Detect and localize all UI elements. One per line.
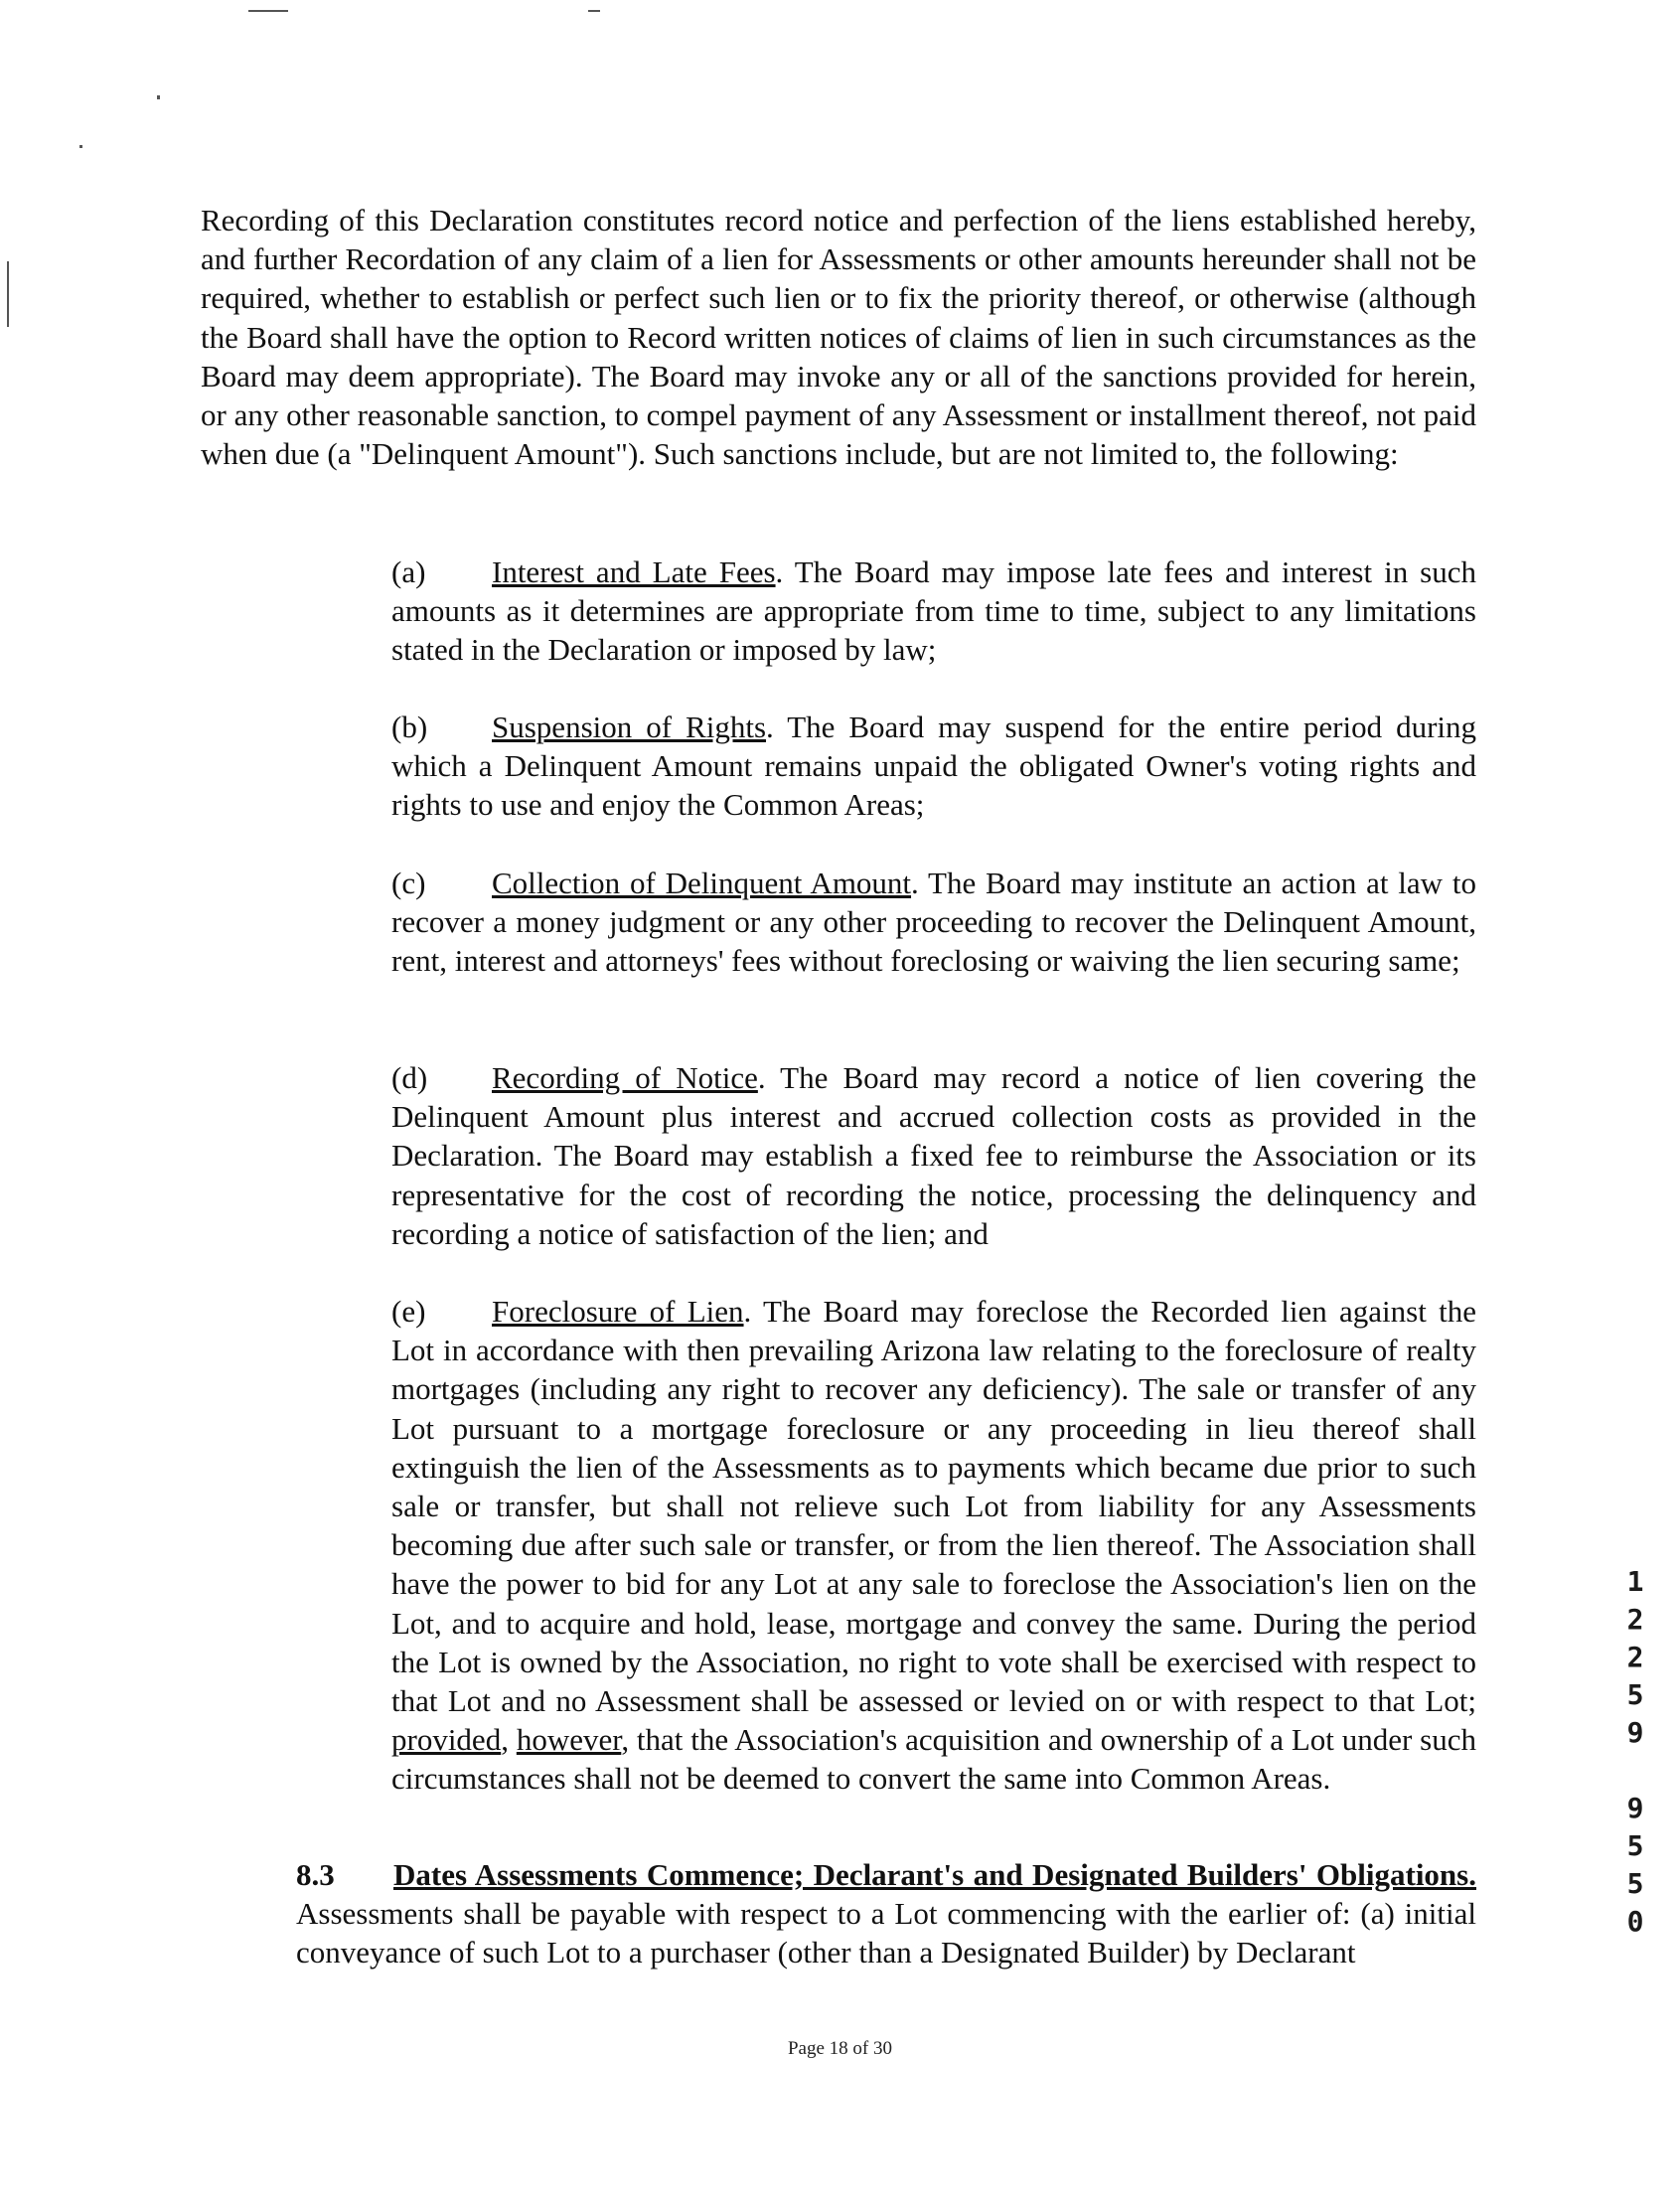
- stamp-digit: 0: [1626, 1905, 1644, 1938]
- item-heading: Interest and Late Fees: [492, 554, 776, 589]
- item-label: (b): [391, 709, 428, 744]
- item-label: (e): [391, 1294, 426, 1329]
- proviso-word: provided: [391, 1722, 502, 1758]
- intro-paragraph: Recording of this Declaration constitutes record notice and perfection of the liens established hereby, and further Recordation of any claim of a lien for Assessments or other amounts hereunder shall not be required, whether to establish or perfect such lien or to fix the priority thereof, or otherwise (although the Board shall have the option to Record written notices of claims of lien in such circumstances as the Board may deem appropriate). The Board may invoke any or all of the sanctions provided for herein, or any other reasonable sanction, to compel payment of any Assessment or installment thereof, not paid when due (a "Delinquent Amount"). Such sanctions include, but are not limited to, the following:: [201, 203, 1476, 472]
- section-title: Dates Assessments Commence; Declarant's and Designated Builders' Obligations.: [393, 1857, 1476, 1892]
- item-label: (d): [391, 1060, 428, 1095]
- section-number: 8.3: [296, 1857, 335, 1892]
- recording-stamp: [1622, 1563, 1648, 1941]
- sanction-item-a: (a) Interest and Late Fees. The Board may impose late fees and interest in such amounts as it determines are appropriate from time to time, subject to any limitations stated in the Declaration or imposed by law;: [391, 554, 1476, 668]
- section-text: Assessments shall be payable with respect to a Lot commencing with the earlier of: (a) initial conveyance of such Lot to a purchaser (other than a Designated Builder) by Declarant: [296, 1896, 1476, 1971]
- proviso-separator: ,: [501, 1722, 517, 1758]
- scan-mark: [7, 261, 9, 327]
- item-text: The Board may record a notice of lien covering the Delinquent Amount plus interest and accrued collection costs as provided in the Declaration. The Board may establish a fixed fee to reimburse the Association or its representative for the cost of recording the notice, processing the delinquency and recording a notice of satisfaction of the lien; and: [391, 1060, 1476, 1251]
- item-text: The Board may institute an action at law to recover a money judgment or any other proceeding to recover the Delinquent Amount, rent, interest and attorneys' fees without foreclosing or waiving the lien securing same;: [391, 866, 1476, 979]
- stamp-gap: [1622, 1752, 1648, 1790]
- section-8-3: [201, 1855, 1476, 1972]
- stamp-digit: 5: [1626, 1829, 1644, 1862]
- item-text: The Board may suspend for the entire period during which a Delinquent Amount remains unpaid the obligated Owner's voting rights and rights to use and enjoy the Common Areas;: [391, 709, 1477, 823]
- stamp-digit: 2: [1626, 1641, 1644, 1673]
- item-heading: Recording of Notice: [492, 1060, 758, 1095]
- scan-mark: [248, 10, 288, 12]
- sanction-item-d: (d) Recording of Notice. The Board may record a notice of lien covering the Delinquent Amount plus interest and accrued collection costs as provided in the Declaration. The Board may establish a fixed fee to reimburse the Association or its representative for the cost of recording the notice, processing the delinquency and recording a notice of satisfaction of the lien; and: [391, 1060, 1476, 1251]
- proviso-text: , that the Association's acquisition and ownership of a Lot under such circumstances shall not be deemed to convert the same into Common Areas.: [391, 1722, 1477, 1797]
- scan-mark: [588, 10, 600, 12]
- item-heading: Suspension of Rights: [492, 709, 767, 744]
- item-text: The Board may impose late fees and interest in such amounts as it determines are appropriate from time to time, subject to any limitations stated in the Declaration or imposed by law;: [391, 554, 1476, 668]
- item-heading: Collection of Delinquent Amount: [492, 866, 912, 900]
- item-text: The Board may foreclose the Recorded lien against the Lot in accordance with then prevailing Arizona law relating to the foreclosure of realty mortgages (including any right to recover any deficiency). The sale or transfer of any Lot pursuant to a mortgage foreclosure or any proceeding in lieu thereof shall extinguish the lien of the Assessments as to payments which became due prior to such sale or transfer, but shall not relieve such Lot from liability for any Assessments becoming due after such sale or transfer, or from the lien thereof. The Association shall have the power to bid for any Lot at any sale to foreclose the Association's lien on the Lot, and to acquire and hold, lease, mortgage and convey the same. During the period the Lot is owned by the Association, no right to vote shall be exercised with respect to that Lot and no Assessment shall be assessed or levied on or with respect to that Lot;: [391, 1294, 1476, 1719]
- proviso-word: however: [516, 1722, 622, 1758]
- sanction-item-c: (c) Collection of Delinquent Amount. The Board may institute an action at law to recover a money judgment or any other proceeding to recover the Delinquent Amount, rent, interest and attorneys' fees without foreclosing or waiving the lien securing same;: [391, 866, 1476, 979]
- item-heading: Foreclosure of Lien: [492, 1294, 744, 1329]
- stamp-digit: 5: [1626, 1678, 1644, 1711]
- scan-mark: [157, 95, 160, 99]
- sanction-item-b: (b) Suspension of Rights. The Board may suspend for the entire period during which a Delinquent Amount remains unpaid the obligated Owner's voting rights and rights to use and enjoy the Common Areas;: [391, 709, 1477, 823]
- stamp-digit: 5: [1626, 1867, 1644, 1900]
- page-footer: Page 18 of 30: [787, 2038, 892, 2059]
- item-label: (a): [391, 554, 426, 589]
- stamp-digit: 2: [1626, 1603, 1644, 1636]
- stamp-digit: 9: [1626, 1716, 1644, 1749]
- item-label: (c): [391, 866, 426, 900]
- sanction-item-e: (e) Foreclosure of Lien. The Board may foreclose the Recorded lien against the Lot in accordance with then prevailing Arizona law relating to the foreclosure of realty mortgages (including any right to recover any deficiency). The sale or transfer of any Lot pursuant to a mortgage foreclosure or any proceeding in lieu thereof shall extinguish the lien of the Assessments as to payments which became due prior to such sale or transfer, but shall not relieve such Lot from liability for any Assessments becoming due after such sale or transfer, or from the lien thereof. The Association shall have the power to bid for any Lot at any sale to foreclose the Association's lien on the Lot, and to acquire and hold, lease, mortgage and convey the same. During the period the Lot is owned by the Association, no right to vote shall be exercised with respect to that Lot and no Assessment shall be assessed or levied on or with respect to that Lot; provided, however, that the Association's acquisition and ownership of a Lot under such circumstances shall not be deemed to convert the same into Common Areas.: [391, 1294, 1477, 1797]
- scan-mark: [79, 145, 82, 148]
- stamp-digit: 1: [1626, 1565, 1644, 1598]
- stamp-digit: 9: [1626, 1792, 1644, 1824]
